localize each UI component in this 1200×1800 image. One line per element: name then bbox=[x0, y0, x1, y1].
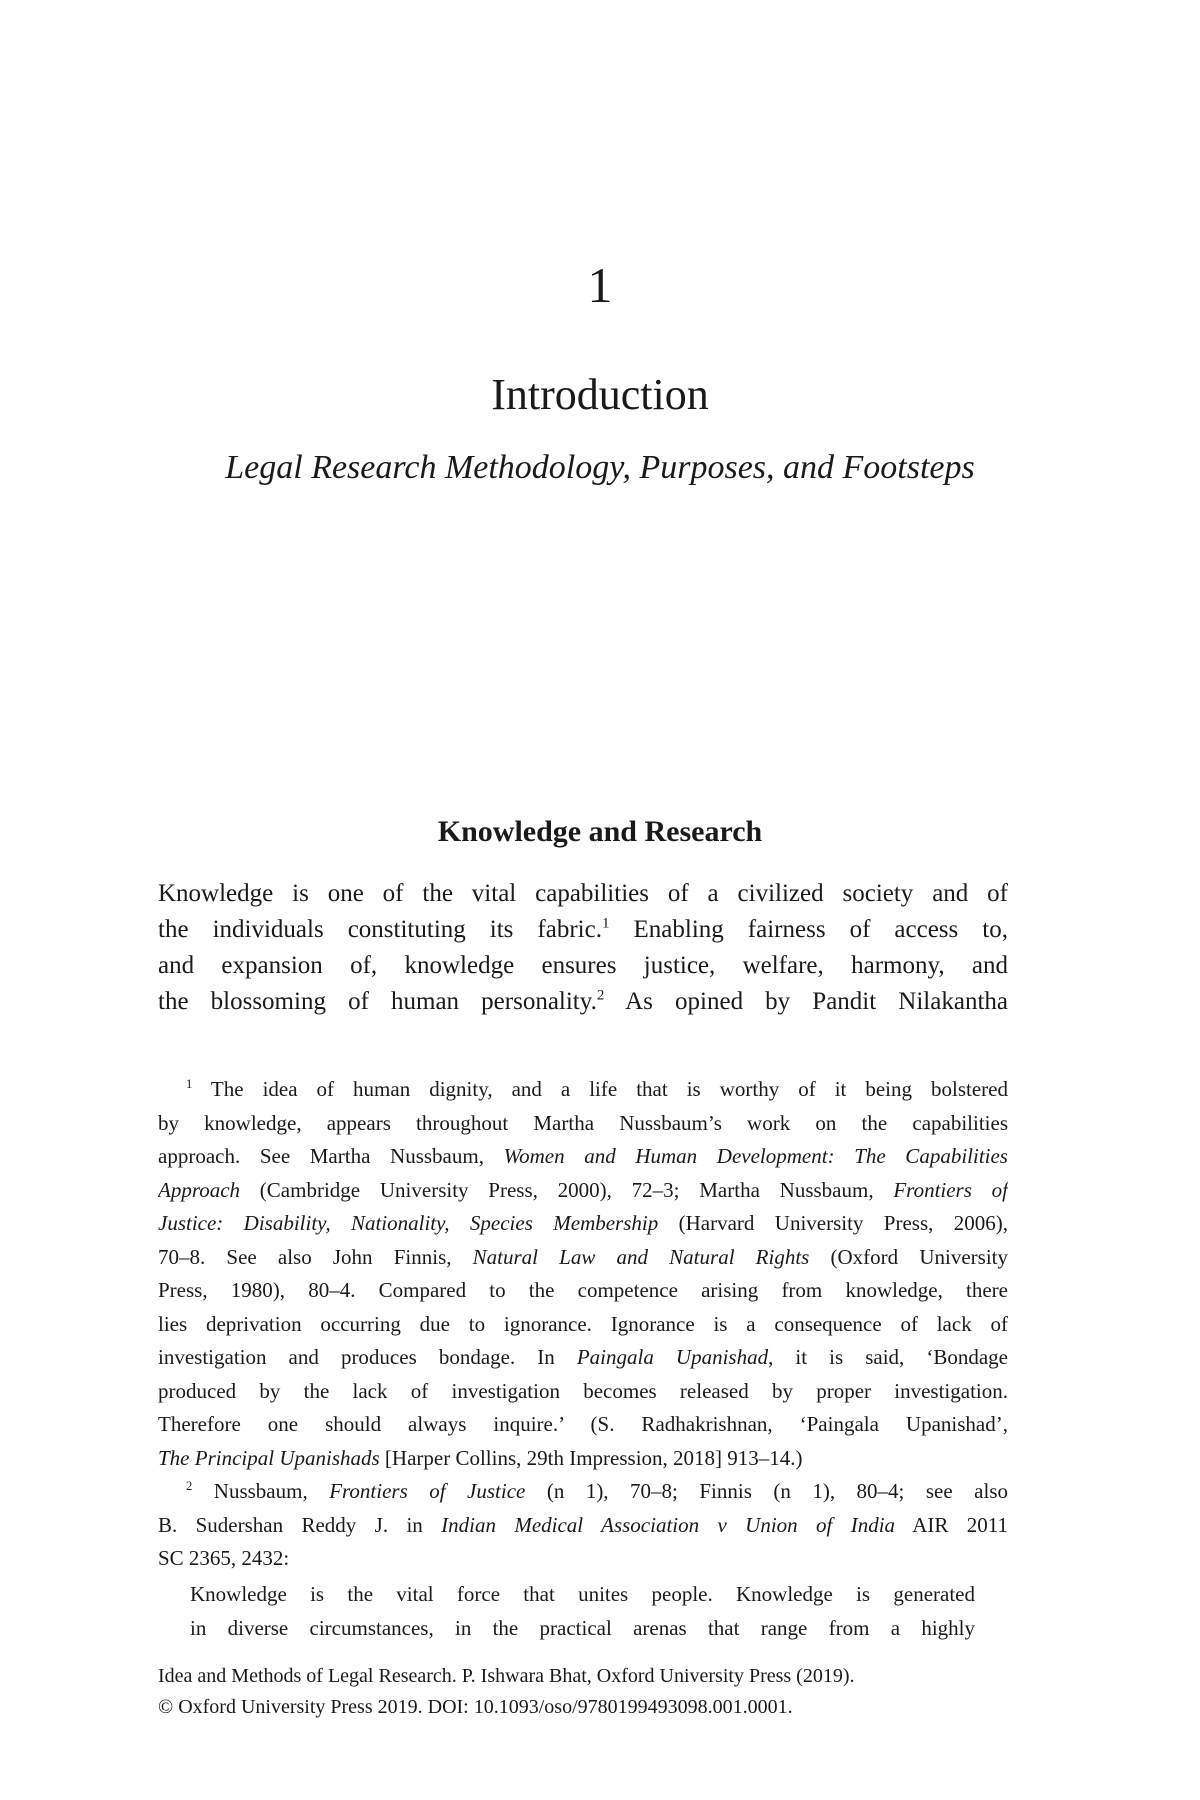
footnote-1-line: $^1$ The idea of human dignity, and a life that is worthy of it being bolstered bbox=[186, 1077, 1008, 1101]
footnote-ref-2: 2 bbox=[596, 987, 605, 1004]
block-quote-line: in diverse circumstances, in the practical arenas that range from a highly bbox=[190, 1615, 975, 1640]
footnote-1-line: 70–8. See also John Finnis, Natural Law and Natural Rights (Oxford University bbox=[158, 1244, 1008, 1269]
footnote-2-line: B. Sudershan Reddy J. in Indian Medical Association v Union of India AIR 2011 bbox=[158, 1512, 1008, 1537]
body-line: Knowledge is one of the vital capabilities of a civilized society and of bbox=[158, 880, 1008, 907]
block-quote-line: Knowledge is the vital force that unites people. Knowledge is generated bbox=[190, 1582, 975, 1606]
footnote-1-line: Approach (Cambridge University Press, 2000), 72–3; Martha Nussbaum, Frontiers of bbox=[158, 1177, 1008, 1202]
footnote-1-line: lies deprivation occurring due to ignorance. Ignorance is a consequence of lack of bbox=[158, 1311, 1008, 1336]
footnote-2-line: SC 2365, 2432: bbox=[158, 1546, 290, 1570]
body-paragraph bbox=[158, 876, 1008, 1020]
block-quote bbox=[190, 1578, 975, 1645]
footnote-1-line: produced by the lack of investigation becomes released by proper investigation. bbox=[158, 1378, 1008, 1403]
footnote-ref-1: 1 bbox=[601, 915, 610, 932]
body-line: the blossoming of human personality.$^2$ As opined by Pandit Nilakantha bbox=[158, 987, 1008, 1015]
section-heading: Knowledge and Research bbox=[437, 815, 763, 848]
footnotes bbox=[158, 1073, 1008, 1576]
footnote-1-line: Justice: Disability, Nationality, Species Membership (Harvard University Press, 2006), bbox=[158, 1211, 1008, 1235]
footnote-1-line: Therefore one should always inquire.’ (S. Radhakrishnan, ‘Paingala Upanishad’, bbox=[158, 1412, 1008, 1436]
copyright-doi-line: © Oxford University Press 2019. DOI: 10.1093/oso/9780199493098.001.0001. bbox=[158, 1696, 793, 1718]
footnote-2-marker: 2 bbox=[186, 1479, 193, 1493]
footnote-1-line: The Principal Upanishads [Harper Collins, 29th Impression, 2018] 913–14.) bbox=[158, 1445, 803, 1470]
chapter-subtitle: Legal Research Methodology, Purposes, and Footsteps bbox=[225, 449, 975, 486]
body-line: the individuals constituting its fabric.$^1$ Enabling fairness of access to, bbox=[158, 915, 1008, 943]
footnote-1-line: approach. See Martha Nussbaum, Women and Human Development: The Capabilities bbox=[158, 1144, 1008, 1168]
footnote-1-line: by knowledge, appears throughout Martha Nussbaum’s work on the capabilities bbox=[158, 1110, 1008, 1135]
footnote-1-line: Press, 1980), 80–4. Compared to the competence arising from knowledge, there bbox=[158, 1278, 1008, 1302]
footnote-1-marker: 1 bbox=[186, 1077, 193, 1091]
footnote-2-line: $^2$ Nussbaum, Frontiers of Justice (n 1), 70–8; Finnis (n 1), 80–4; see also bbox=[186, 1479, 1008, 1503]
footnote-1-line: investigation and produces bondage. In Paingala Upanishad, it is said, ‘Bondage bbox=[158, 1345, 1008, 1369]
chapter-number: 1 bbox=[587, 257, 613, 313]
citation-line: Idea and Methods of Legal Research. P. Ishwara Bhat, Oxford University Press (2019). bbox=[158, 1665, 855, 1687]
body-line: and expansion of, knowledge ensures justice, welfare, harmony, and bbox=[158, 952, 1008, 979]
source-citation bbox=[158, 1661, 1038, 1723]
chapter-title: Introduction bbox=[491, 370, 709, 419]
